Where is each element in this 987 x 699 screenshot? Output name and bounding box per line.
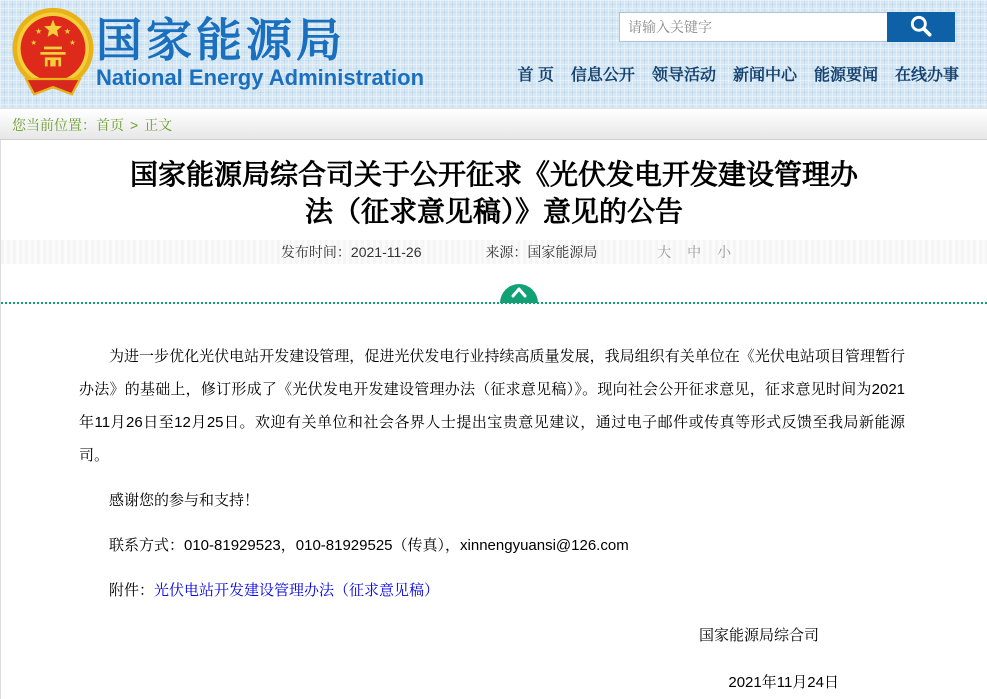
font-size-large-button[interactable]: 大 <box>657 244 672 260</box>
paragraph-main: 为进一步优化光伏电站开发建设管理，促进光伏发电行业持续高质量发展，我局组织有关单位在《光伏电站项目管理暂行办法》的基础上，修订形成了《光伏发电开发建设管理办法（征求意见稿）》。现向社会公开征求意见，征求意见时间为2021年11月26日至12月25日。欢迎有关单位和社会各界人士提出宝贵意见建议，通过电子邮件或传真等形式反馈至我局新能源司。 <box>79 348 905 464</box>
attachment-line <box>79 574 905 607</box>
article-content <box>1 322 987 699</box>
national-emblem-icon <box>8 6 98 98</box>
chevron-up-icon <box>509 286 529 301</box>
nav-item-energy-news[interactable]: 能源要闻 <box>813 67 878 84</box>
collapse-button[interactable] <box>500 284 538 303</box>
source-value: 国家能源局 <box>527 244 598 260</box>
divider-section <box>1 282 987 322</box>
breadcrumb-prefix: 您当前位置： <box>12 117 96 133</box>
article-meta-bar <box>1 240 987 264</box>
signature-date: 2021年11月24日 <box>728 674 839 691</box>
nav-item-info-disclosure[interactable]: 信息公开 <box>570 67 635 84</box>
search-bar <box>619 12 955 42</box>
nav-item-home[interactable]: 首 页 <box>517 67 554 84</box>
source-label: 来源： <box>485 244 528 260</box>
svg-text:★: ★ <box>63 27 72 36</box>
font-size-medium-button[interactable]: 中 <box>687 244 702 260</box>
svg-text:★: ★ <box>69 37 76 47</box>
search-button[interactable] <box>887 12 955 42</box>
search-input[interactable] <box>619 12 887 42</box>
attachment-link[interactable]: 光伏电站开发建设管理办法（征求意见稿） <box>154 582 440 599</box>
font-size-controls <box>651 240 737 264</box>
article <box>0 140 987 699</box>
search-icon <box>908 13 934 42</box>
svg-text:★: ★ <box>30 37 37 47</box>
site-title: 国家能源局 <box>96 14 346 66</box>
nav-item-leadership[interactable]: 领导活动 <box>651 67 716 84</box>
breadcrumb-current: 正文 <box>144 117 173 133</box>
national-emblem-logo <box>8 6 98 98</box>
font-size-small-button[interactable]: 小 <box>717 244 732 260</box>
nav-item-online-service[interactable]: 在线办事 <box>894 67 959 84</box>
publish-time-value: 2021-11-26 <box>350 244 422 260</box>
svg-text:★: ★ <box>35 27 43 36</box>
paragraph-contact: 联系方式：010-81929523，010-81929525（传真），xinnengyuansi@126.com <box>109 537 629 554</box>
publish-time <box>281 244 422 260</box>
paragraph-thanks: 感谢您的参与和支持！ <box>109 492 260 509</box>
site-header <box>0 0 987 108</box>
site-subtitle: National Energy Administration <box>96 65 425 90</box>
attachment-label: 附件： <box>109 582 155 599</box>
dotted-divider <box>1 302 987 304</box>
header-right <box>517 12 959 85</box>
article-title: 国家能源局综合司关于公开征求《光伏发电开发建设管理办法（征求意见稿）》意见的公告 <box>129 159 858 227</box>
breadcrumb-home-link[interactable]: 首页 <box>96 117 124 133</box>
breadcrumb-separator: > <box>130 117 139 133</box>
publish-time-label: 发布时间： <box>280 244 351 260</box>
main-nav <box>517 62 959 85</box>
source <box>485 244 597 260</box>
breadcrumb <box>0 108 987 140</box>
nav-item-news-center[interactable]: 新闻中心 <box>732 67 797 84</box>
brand-block <box>96 16 424 92</box>
signature: 国家能源局综合司 <box>698 627 819 644</box>
